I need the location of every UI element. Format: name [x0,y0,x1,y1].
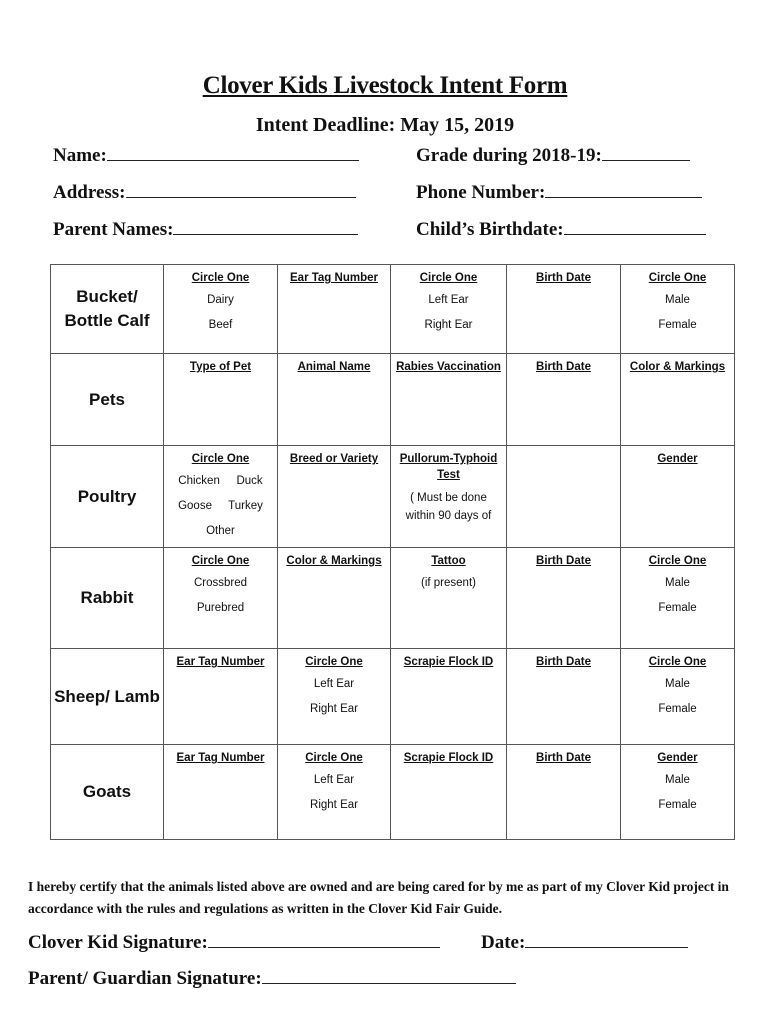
birthdate-field[interactable] [416,218,706,241]
phone-label: Phone Number: [416,182,546,203]
livestock-table [50,264,735,840]
cell-rabies-vaccination[interactable] [391,354,507,446]
row-poultry [51,446,735,548]
option-female[interactable]: Female [658,319,697,331]
address-field[interactable] [53,181,356,204]
header-circle-one: Circle One [419,272,478,284]
header-scrapie-flock-id: Scrapie Flock ID [403,752,494,764]
header-rabies-vaccination: Rabies Vaccination [396,361,501,373]
option-goose[interactable]: Goose [178,500,212,512]
cell-sex[interactable] [621,649,735,745]
header-breed-or-variety: Breed or Variety [289,453,379,465]
header-birth-date: Birth Date [536,656,591,668]
header-birth-date: Birth Date [536,555,591,567]
option-left-ear[interactable]: Left Ear [313,774,355,786]
option-male[interactable]: Male [665,678,690,690]
date-blank[interactable] [525,931,688,948]
cell-pullorum-test[interactable] [391,446,507,548]
option-female[interactable]: Female [658,703,697,715]
intent-deadline: Intent Deadline: May 15, 2019 [255,114,515,136]
option-left-ear[interactable]: Left Ear [428,294,469,306]
category-goats: Goats [51,745,164,840]
cell-ear-tag[interactable] [164,745,278,840]
header-color-markings: Color & Markings [629,361,726,373]
certification-statement: I hereby certify that the animals listed above are owned and are being cared for by me as part of my Clover Kid project in accordance with the rules and regulations as written in the Clover Kid Fair Guide. [28,879,729,916]
parent-signature-blank[interactable] [262,967,516,984]
parent-names-label: Parent Names: [53,219,174,240]
cell-calf-type[interactable] [164,265,278,354]
grade-label: Grade during 2018-19: [416,145,602,166]
row-goats [51,745,735,840]
header-ear-tag-number: Ear Tag Number [176,656,265,668]
option-turkey[interactable]: Turkey [228,500,263,512]
header-circle-one: Circle One [305,656,363,668]
cell-empty[interactable] [507,446,621,548]
address-blank[interactable] [126,181,356,198]
name-label: Name: [53,145,107,166]
cell-birth-date[interactable] [507,548,621,649]
option-dairy[interactable]: Dairy [207,294,234,306]
name-blank[interactable] [107,144,359,161]
header-pullorum-typhoid-test: Pullorum-Typhoid Test [399,453,498,481]
cell-ear-side[interactable] [278,745,391,840]
cell-breed-variety[interactable] [278,446,391,548]
cell-birth-date[interactable] [507,745,621,840]
cell-birth-date[interactable] [507,649,621,745]
header-gender: Gender [657,453,698,465]
address-label: Address: [53,182,126,203]
header-ear-tag-number: Ear Tag Number [290,272,378,284]
cell-rabbit-breed[interactable] [164,548,278,649]
cell-color-markings[interactable] [278,548,391,649]
kid-signature-blank[interactable] [208,931,440,948]
cell-animal-name[interactable] [278,354,391,446]
option-male[interactable]: Male [665,577,690,589]
row-pets [51,354,735,446]
cell-scrapie-flock-id[interactable] [391,649,507,745]
parent-names-blank[interactable] [173,218,358,235]
option-crossbred[interactable]: Crossbred [193,577,248,589]
option-purebred[interactable]: Purebred [196,602,245,614]
cell-gender[interactable] [621,446,735,548]
category-rabbit: Rabbit [51,548,164,649]
cell-ear-tag[interactable] [164,649,278,745]
row-rabbit [51,548,735,649]
cell-ear-side[interactable] [391,265,507,354]
header-circle-one: Circle One [648,555,707,567]
header-type-of-pet: Type of Pet [189,361,252,373]
category-sheep-lamb: Sheep/ Lamb [51,649,164,745]
tattoo-note: (if present) [421,577,476,589]
row-sheep-lamb [51,649,735,745]
cell-color-markings[interactable] [621,354,735,446]
header-circle-one: Circle One [191,453,250,465]
category-bucket-calf: Bucket/ Bottle Calf [51,265,164,354]
header-gender: Gender [657,752,698,764]
option-left-ear[interactable]: Left Ear [313,678,355,690]
option-male[interactable]: Male [665,774,690,786]
header-animal-name: Animal Name [297,361,371,373]
form-title: Clover Kids Livestock Intent Form [202,72,568,99]
cell-poultry-type[interactable] [164,446,278,548]
header-ear-tag-number: Ear Tag Number [176,752,265,764]
option-male[interactable]: Male [665,294,690,306]
birthdate-label: Child’s Birthdate: [416,219,564,240]
parent-names-field[interactable] [53,218,358,241]
kid-signature-field[interactable] [28,931,440,954]
option-right-ear[interactable]: Right Ear [310,703,358,715]
header-circle-one: Circle One [648,656,707,668]
cell-scrapie-flock-id[interactable] [391,745,507,840]
cell-sex[interactable] [621,548,735,649]
header-birth-date: Birth Date [536,361,591,373]
header-tattoo: Tattoo [431,555,466,567]
phone-field[interactable] [416,181,702,204]
name-field[interactable] [53,144,359,167]
category-poultry: Poultry [51,446,164,548]
option-beef[interactable]: Beef [208,319,233,331]
option-right-ear[interactable]: Right Ear [310,799,358,811]
grade-field[interactable] [416,144,690,167]
birthdate-blank[interactable] [564,218,706,235]
cell-ear-side[interactable] [278,649,391,745]
option-right-ear[interactable]: Right Ear [424,319,473,331]
option-female[interactable]: Female [658,799,697,811]
cell-sex[interactable] [621,265,735,354]
header-birth-date: Birth Date [536,272,591,284]
date-label: Date: [481,932,526,953]
cell-birth-date[interactable] [507,265,621,354]
header-scrapie-flock-id: Scrapie Flock ID [403,656,494,668]
cell-birth-date[interactable] [507,354,621,446]
phone-blank[interactable] [545,181,702,198]
cell-tattoo[interactable] [391,548,507,649]
cell-type-of-pet[interactable] [164,354,278,446]
option-chicken[interactable]: Chicken [178,475,220,487]
header-circle-one: Circle One [305,752,363,764]
cell-ear-tag[interactable] [278,265,391,354]
grade-blank[interactable] [602,144,690,161]
header-birth-date: Birth Date [536,752,591,764]
option-female[interactable]: Female [658,602,697,614]
header-color-markings: Color & Markings [286,555,382,567]
row-bucket-calf [51,265,735,354]
kid-signature-label: Clover Kid Signature: [28,932,208,953]
parent-signature-label: Parent/ Guardian Signature: [28,968,262,989]
parent-signature-field[interactable] [28,967,516,990]
date-field[interactable] [481,931,688,954]
header-circle-one: Circle One [191,272,250,284]
option-other[interactable]: Other [206,525,235,537]
header-circle-one: Circle One [648,272,707,284]
header-circle-one: Circle One [191,555,250,567]
cell-gender[interactable] [621,745,735,840]
pullorum-note: ( Must be done within 90 days of [405,492,492,522]
option-duck[interactable]: Duck [236,475,263,487]
category-pets: Pets [51,354,164,446]
